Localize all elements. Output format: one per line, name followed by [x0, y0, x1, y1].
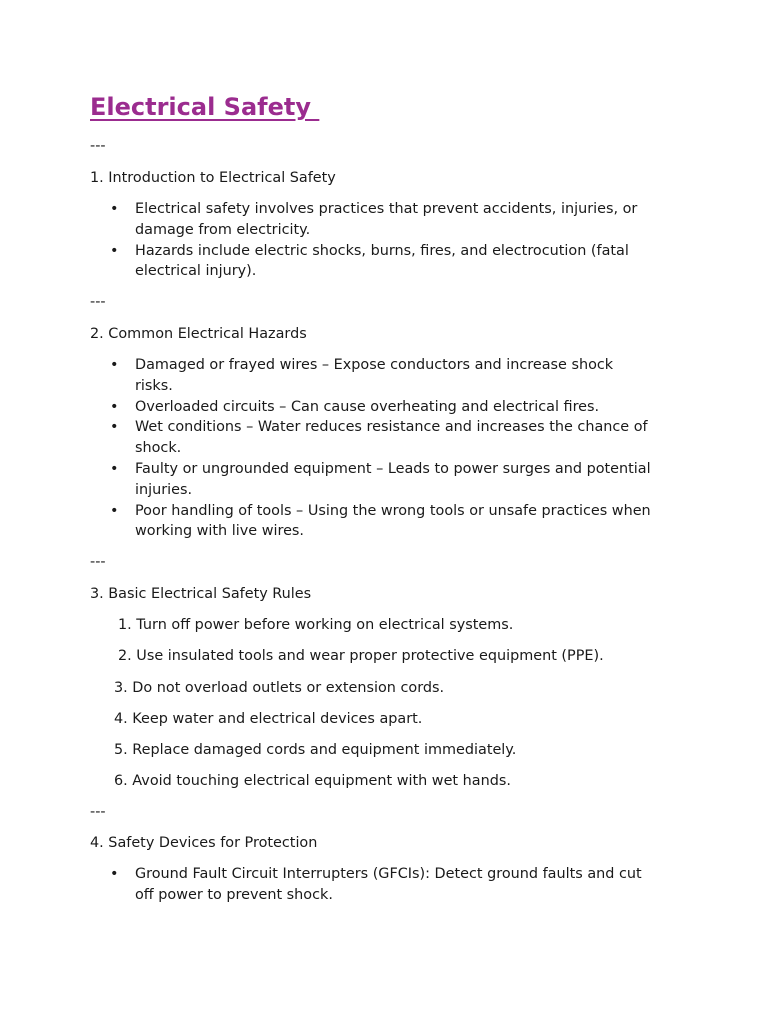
list-item: • Ground Fault Circuit Interrupters (GFCIs): Detect ground faults and cut off power to prevent shock.: [110, 866, 642, 903]
bullet-dot-icon: •: [110, 201, 119, 217]
section-heading-rules: 3. Basic Electrical Safety Rules: [90, 586, 312, 602]
list-item: • Wet conditions – Water reduces resistance and increases the chance of shock.: [110, 419, 648, 457]
bullet-dot-icon: •: [110, 502, 119, 519]
section-heading-hazards: 2. Common Electrical Hazards: [90, 326, 307, 342]
list-item: • Hazards include electric shocks, burns, fires, and electrocution (fatal electrical injury).: [110, 242, 629, 280]
bullet-dot-icon: •: [110, 357, 119, 373]
list-item: • Faulty or ungrounded equipment – Leads to power surges and potential injuries.: [110, 460, 651, 498]
separator: ---: [90, 554, 106, 570]
rule-item: 3. Do not overload outlets or extension cords.: [114, 680, 445, 696]
rule-item: 6. Avoid touching electrical equipment with wet hands.: [114, 773, 511, 789]
bullet-list-introduction: [90, 199, 690, 282]
section-heading-safety-devices: 4. Safety Devices for Protection: [90, 835, 318, 851]
list-item: • Damaged or frayed wires – Expose conductors and increase shock risks.: [110, 357, 614, 394]
bullet-list-safety-devices: [90, 864, 690, 906]
list-item: • Overloaded circuits – Can cause overheating and electrical fires.: [90, 397, 690, 418]
bullet-list-hazards: [90, 355, 690, 542]
document-title: Electrical Safety: [90, 93, 320, 121]
separator: ---: [90, 138, 106, 154]
bullet-dot-icon: •: [110, 419, 119, 436]
list-item: • Electrical safety involves practices that prevent accidents, injuries, or damage from electricity.: [110, 201, 638, 238]
rule-item: 2. Use insulated tools and wear proper protective equipment (PPE).: [118, 648, 604, 664]
list-item: • Poor handling of tools – Using the wrong tools or unsafe practices when working with live wires.: [110, 502, 651, 540]
separator: ---: [90, 804, 106, 820]
rule-item: 1. Turn off power before working on electrical systems.: [118, 617, 514, 633]
rule-item: 5. Replace damaged cords and equipment immediately.: [114, 742, 517, 758]
bullet-dot-icon: •: [110, 866, 119, 882]
bullet-dot-icon: •: [110, 460, 119, 477]
section-heading-introduction: 1. Introduction to Electrical Safety: [90, 170, 336, 186]
rule-item: 4. Keep water and electrical devices apart.: [114, 711, 423, 727]
bullet-dot-icon: •: [110, 398, 119, 415]
separator: ---: [90, 294, 106, 310]
bullet-dot-icon: •: [110, 242, 119, 259]
